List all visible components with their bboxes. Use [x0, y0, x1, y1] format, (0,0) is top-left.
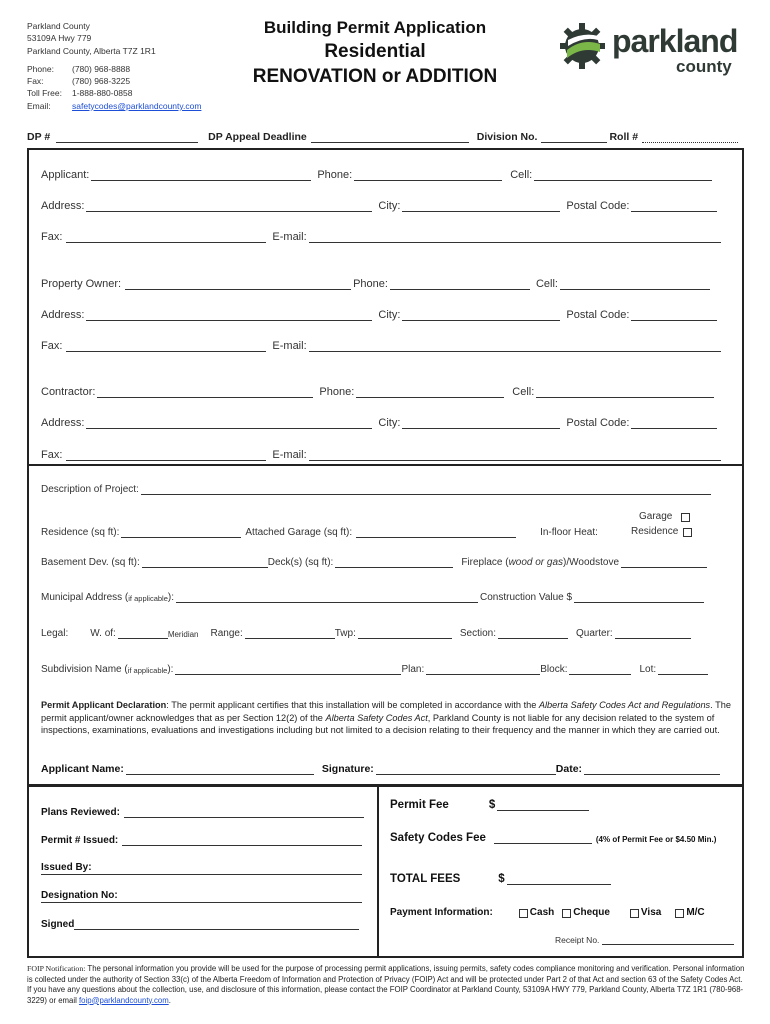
owner-address-field[interactable] — [86, 309, 372, 321]
total-fees-field[interactable] — [507, 873, 611, 885]
signed-field[interactable] — [74, 918, 359, 930]
appeal-field[interactable] — [311, 131, 469, 143]
cheque-checkbox[interactable] — [562, 909, 571, 918]
legal-row — [41, 627, 691, 639]
plan-field[interactable] — [426, 663, 540, 675]
meridian-label: Meridian — [167, 630, 199, 639]
owner-postal-field[interactable] — [631, 309, 717, 321]
applicant-label: Applicant: — [41, 169, 90, 181]
designation-row — [41, 890, 118, 901]
owner-email-label: E-mail: — [272, 340, 307, 352]
total-fees-dollar: $ — [498, 873, 505, 885]
signature-label: Signature: — [321, 763, 374, 775]
total-fees-row — [390, 873, 611, 885]
safety-fee-note: (4% of Permit Fee or $4.50 Min.) — [595, 835, 717, 844]
contractor-address-row — [41, 417, 717, 429]
residence-field[interactable] — [121, 526, 241, 538]
payment-label: Payment Information: — [390, 907, 493, 918]
lot-field[interactable] — [658, 663, 708, 675]
infloor-garage-label: Garage — [639, 511, 673, 522]
org-address-line2: Parkland County, Alberta T7Z 1R1 — [27, 45, 156, 56]
signed-label: Signed — [41, 919, 75, 930]
owner-fax-row — [41, 340, 721, 352]
receipt-label: Receipt No. — [555, 935, 600, 945]
attached-garage-field[interactable] — [356, 526, 516, 538]
infloor-garage-checkbox[interactable] — [681, 513, 690, 522]
designation-field[interactable] — [41, 902, 362, 903]
applicant-field[interactable] — [91, 169, 311, 181]
plans-reviewed-field[interactable] — [124, 806, 364, 818]
payment-row — [390, 907, 705, 918]
owner-label: Property Owner: — [41, 278, 122, 290]
contractor-email-label: E-mail: — [272, 449, 307, 461]
fireplace-field[interactable] — [621, 556, 707, 568]
designation-label: Designation No: — [41, 890, 118, 901]
form-title — [240, 18, 510, 88]
municipal-row — [41, 591, 704, 603]
org-address-line1: 53109A Hwy 779 — [27, 33, 92, 44]
owner-email-field[interactable] — [309, 340, 721, 352]
foip-end: . — [168, 995, 171, 1005]
infloor-garage-option — [639, 511, 692, 522]
applicant-phone-label: Phone: — [317, 169, 353, 181]
contractor-email-field[interactable] — [309, 449, 721, 461]
infloor-label: In-floor Heat: — [540, 527, 598, 538]
owner-address-row — [41, 309, 717, 321]
owner-phone-label: Phone: — [353, 278, 388, 290]
logo-word-parkland: parkland — [612, 23, 738, 59]
twp-label: Twp: — [334, 628, 356, 639]
municipal-if-applicable: if applicable — [128, 594, 168, 603]
project-section — [27, 464, 744, 786]
residence-row — [41, 526, 598, 538]
contractor-address-field[interactable] — [86, 417, 372, 429]
fireplace-label-c: )/Woodstove — [563, 557, 619, 568]
applicant-postal-field[interactable] — [631, 200, 717, 212]
division-field[interactable] — [541, 131, 607, 143]
fax-value: (780) 968-3225 — [72, 76, 131, 87]
subdivision-label-end: ): — [167, 664, 174, 675]
email-link[interactable]: safetycodes@parklandcounty.com — [72, 100, 202, 111]
roll-label: Roll # — [609, 131, 639, 143]
fireplace-label-b: wood or gas — [508, 557, 564, 568]
signature-row — [41, 763, 720, 775]
basement-row — [41, 556, 707, 568]
total-fees-label: TOTAL FEES — [390, 873, 461, 885]
contractor-postal-label: Postal Code: — [566, 417, 630, 429]
description-field[interactable] — [141, 483, 711, 495]
title-line2: Residential — [324, 41, 426, 62]
declaration-italic1: Alberta Safety Codes Act and Regulations — [538, 700, 711, 710]
block-field[interactable] — [569, 663, 631, 675]
owner-cell-field[interactable] — [560, 278, 710, 290]
fax-label: Fax: — [27, 76, 44, 87]
decks-label: Deck(s) (sq ft): — [267, 557, 334, 568]
applicant-address-field[interactable] — [86, 200, 372, 212]
contractor-fax-row — [41, 449, 721, 461]
plan-label: Plan: — [401, 664, 425, 675]
residence-label: Residence (sq ft): — [41, 527, 120, 538]
subdivision-row — [41, 663, 708, 675]
range-field[interactable] — [245, 627, 335, 639]
municipal-label-end: ): — [167, 592, 174, 603]
applicant-row — [41, 169, 712, 181]
section-label: Section: — [459, 628, 497, 639]
owner-postal-label: Postal Code: — [566, 309, 630, 321]
header-contact-block — [27, 20, 201, 112]
subdivision-label: Subdivision Name ( — [41, 664, 128, 675]
infloor-residence-checkbox[interactable] — [683, 528, 692, 537]
permit-fee-field[interactable] — [497, 799, 589, 811]
contractor-phone-field[interactable] — [356, 386, 504, 398]
infloor-residence-label: Residence — [631, 526, 679, 537]
issued-by-field[interactable] — [41, 874, 362, 875]
municipal-label: Municipal Address ( — [41, 592, 129, 603]
dp-label: DP # — [27, 131, 51, 143]
contractor-fax-label: Fax: — [41, 449, 63, 461]
issued-by-row — [41, 862, 92, 873]
date-field[interactable] — [584, 763, 720, 775]
roll-field[interactable] — [642, 131, 738, 143]
mc-checkbox[interactable] — [675, 909, 684, 918]
safety-fee-field[interactable] — [494, 832, 592, 844]
twp-field[interactable] — [358, 627, 452, 639]
applicant-fax-field[interactable] — [66, 231, 266, 243]
tollfree-label: Toll Free: — [27, 88, 62, 99]
applicant-fax-label: Fax: — [41, 231, 63, 243]
permit-issued-row — [41, 834, 362, 846]
applicant-name-label: Applicant Name: — [41, 763, 124, 775]
owner-address-label: Address: — [41, 309, 85, 321]
phone-label: Phone: — [27, 63, 54, 74]
quarter-label: Quarter: — [576, 628, 613, 639]
visa-checkbox[interactable] — [630, 909, 639, 918]
appeal-label: DP Appeal Deadline — [208, 131, 307, 143]
permit-fee-label: Permit Fee — [390, 799, 449, 811]
applicant-fax-row — [41, 231, 721, 243]
receipt-field[interactable] — [602, 935, 734, 945]
owner-fax-label: Fax: — [41, 340, 63, 352]
declaration-italic2: Alberta Safety Codes Act — [325, 712, 428, 723]
mc-label: M/C — [686, 907, 705, 918]
declaration-text3: , Parkland County is not liable for any decision related to the system of inspections, examinations, evaluations and investigations including but not limited to a decision relating to their frequency and the manner in which they are carried out. — [41, 712, 720, 735]
section-field[interactable] — [498, 627, 568, 639]
permit-issued-field[interactable] — [122, 834, 362, 846]
safety-fee-label: Safety Codes Fee — [390, 832, 486, 844]
cash-label: Cash — [529, 907, 555, 918]
foip-text: The personal information you provide will be used for the purpose of processing permit applications, issuing permits, safety codes compliance monitoring and verification. Personal information is collected under the authority of Section 33(c) of the Alberta Freedom of Information and Protection of Privacy (FOIP) Act and will be protected under Part 2 of that Act and section 63 of the Safety Codes Act. If you have any questions about the collection, use, and disclosure of this information, please contact the FOIP Coordinator at Parkland County, 53109A HWY 779, Parkland County, Alberta T7Z 1R1 (780-968-3229) or email — [27, 964, 745, 1005]
permit-issued-label: Permit # Issued: — [41, 835, 119, 846]
quarter-field[interactable] — [615, 627, 691, 639]
dp-field[interactable] — [56, 131, 198, 143]
applicant-address-label: Address: — [41, 200, 85, 212]
subdivision-if-applicable: if applicable — [127, 666, 168, 675]
owner-city-field[interactable] — [402, 309, 560, 321]
fireplace-label-a: Fireplace ( — [461, 557, 509, 568]
contractor-fax-field[interactable] — [66, 449, 266, 461]
range-label: Range: — [210, 628, 243, 639]
parkland-county-logo — [560, 20, 750, 82]
owner-row — [41, 278, 710, 290]
contractor-label: Contractor: — [41, 386, 96, 398]
foip-email-link[interactable]: foip@parklandcounty.com — [79, 995, 169, 1005]
construction-field[interactable] — [574, 591, 704, 603]
applicant-phone-field[interactable] — [354, 169, 502, 181]
applicant-city-label: City: — [378, 200, 401, 212]
safety-fee-row — [390, 832, 716, 844]
contractor-phone-label: Phone: — [319, 386, 355, 398]
owner-city-label: City: — [378, 309, 401, 321]
contractor-field[interactable] — [97, 386, 313, 398]
attached-garage-label: Attached Garage (sq ft): — [245, 527, 353, 538]
permit-fee-dollar: $ — [488, 799, 496, 811]
signature-field[interactable] — [376, 763, 556, 775]
contractor-cell-label: Cell: — [512, 386, 535, 398]
tollfree-value: 1-888-880-0858 — [72, 88, 133, 99]
basement-field[interactable] — [142, 556, 268, 568]
applicant-email-field[interactable] — [309, 231, 721, 243]
issued-by-label: Issued By: — [41, 862, 92, 873]
contractor-city-field[interactable] — [402, 417, 560, 429]
title-line1: Building Permit Application — [263, 18, 487, 37]
applicant-address-row — [41, 200, 717, 212]
signed-row — [41, 918, 359, 930]
contractor-cell-field[interactable] — [536, 386, 714, 398]
owner-cell-label: Cell: — [535, 278, 558, 290]
applicant-declaration — [41, 699, 741, 737]
date-label: Date: — [555, 763, 583, 775]
permit-fee-row — [390, 799, 589, 811]
owner-fax-field[interactable] — [66, 340, 266, 352]
applicant-city-field[interactable] — [402, 200, 560, 212]
wof-field[interactable] — [118, 627, 168, 639]
email-label: Email: — [27, 100, 51, 111]
lot-label: Lot: — [639, 664, 657, 675]
decks-field[interactable] — [335, 556, 453, 568]
basement-label: Basement Dev. (sq ft): — [41, 557, 140, 568]
owner-phone-field[interactable] — [390, 278, 530, 290]
description-row — [41, 483, 711, 495]
plans-reviewed-label: Plans Reviewed: — [41, 807, 120, 818]
cash-checkbox[interactable] — [519, 909, 528, 918]
applicant-name-field[interactable] — [126, 763, 314, 775]
infloor-residence-option — [631, 526, 694, 537]
receipt-row — [555, 935, 734, 945]
phone-value: (780) 968-8888 — [72, 63, 131, 74]
declaration-heading: Permit Applicant Declaration — [41, 700, 167, 710]
logo-word-county: county — [676, 57, 732, 76]
block-label: Block: — [540, 664, 568, 675]
wof-label: W. of: — [90, 628, 116, 639]
municipal-field[interactable] — [176, 591, 478, 603]
foip-heading: FOIP Notification: — [27, 964, 86, 973]
contractor-city-label: City: — [378, 417, 401, 429]
applicant-cell-label: Cell: — [510, 169, 533, 181]
construction-label: Construction Value $ — [479, 592, 573, 603]
visa-label: Visa — [640, 907, 662, 918]
applicant-cell-field[interactable] — [534, 169, 712, 181]
description-label: Description of Project: — [41, 484, 139, 495]
applicant-postal-label: Postal Code: — [566, 200, 630, 212]
contractor-address-label: Address: — [41, 417, 85, 429]
declaration-text2: . The permit applicant/owner acknowledges that as per Section 12(2) of the — [41, 700, 731, 723]
title-line3: RENOVATION or ADDITION — [252, 66, 498, 87]
foip-notification — [27, 964, 747, 1006]
declaration-text1: : The permit applicant certifies that this installation will be completed in accordance with the — [166, 700, 539, 710]
contractor-row — [41, 386, 714, 398]
plans-reviewed-row — [41, 806, 364, 818]
legal-label: Legal: — [41, 628, 69, 639]
dp-row — [27, 131, 747, 143]
subdivision-field[interactable] — [175, 663, 401, 675]
owner-field[interactable] — [125, 278, 351, 290]
cheque-label: Cheque — [573, 907, 610, 918]
applicant-email-label: E-mail: — [272, 231, 307, 243]
division-label: Division No. — [476, 131, 538, 143]
org-name: Parkland County — [27, 21, 90, 31]
contractor-postal-field[interactable] — [631, 417, 717, 429]
